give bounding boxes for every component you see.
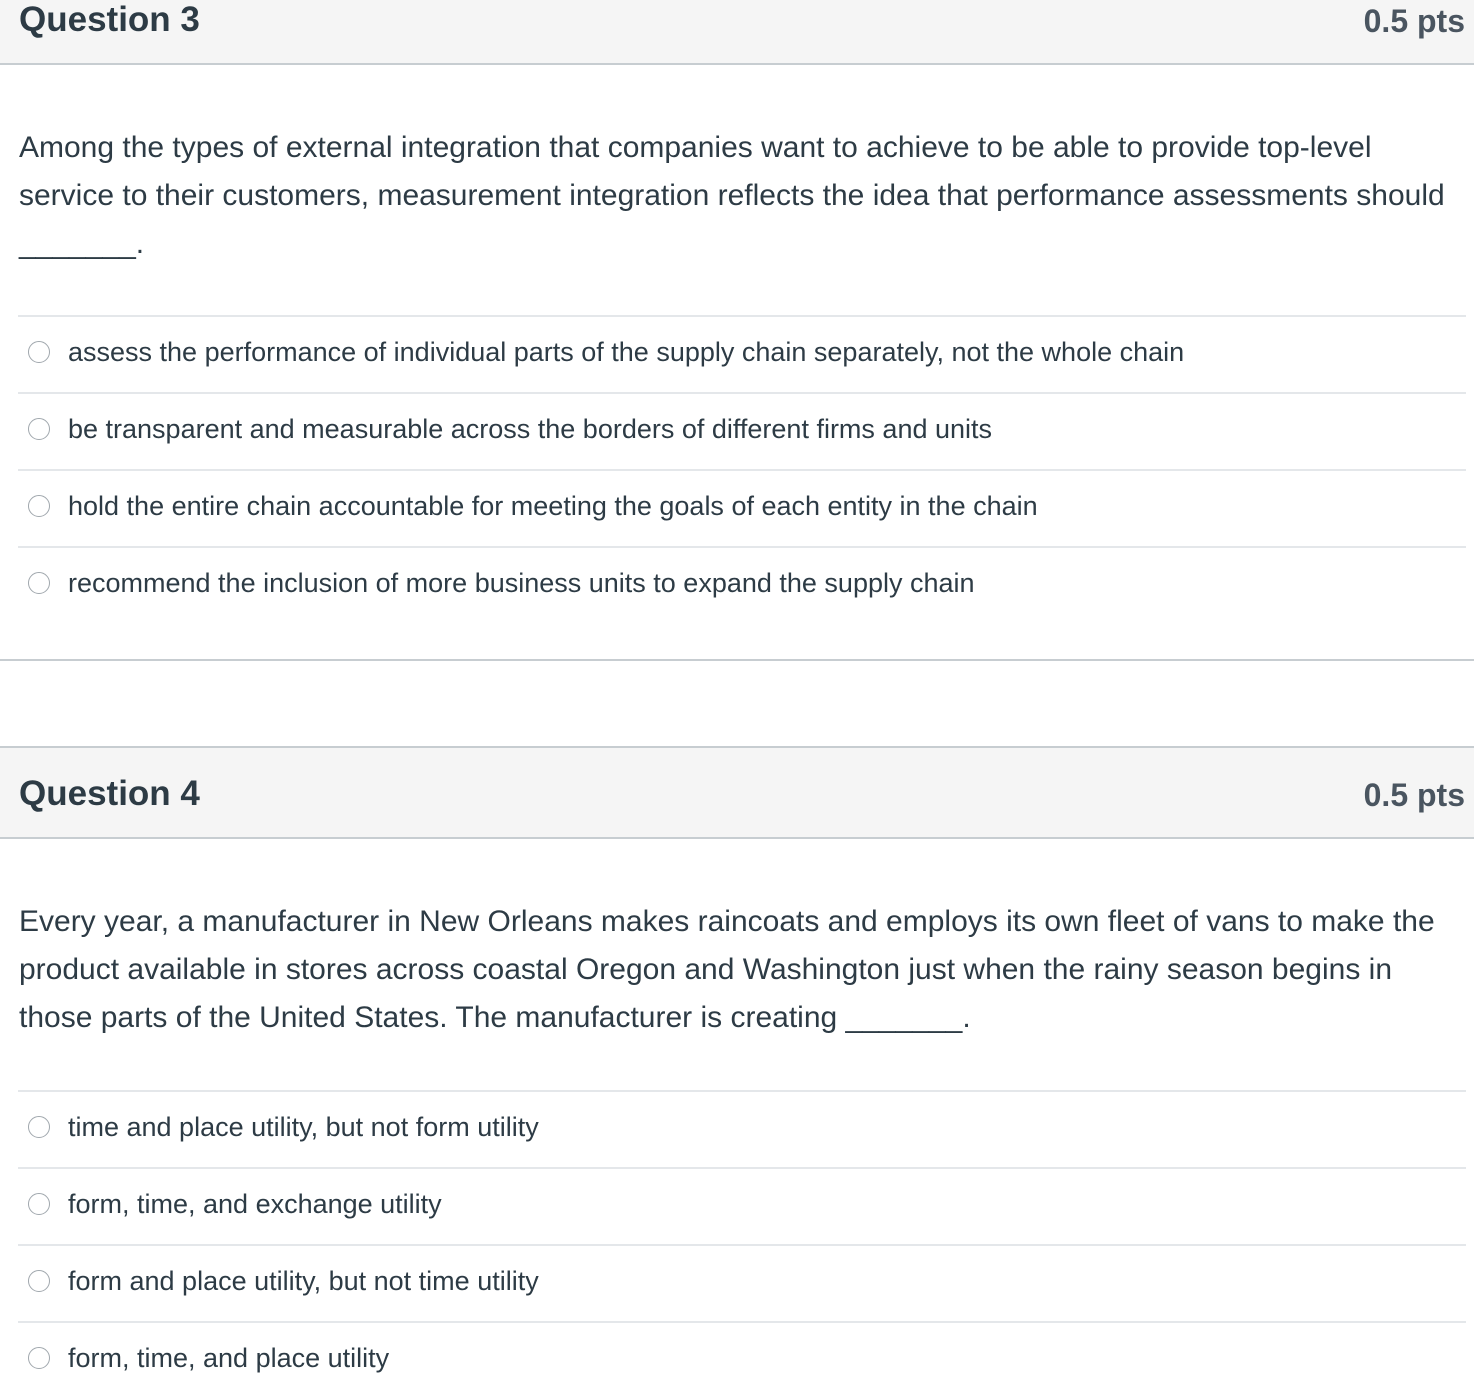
question-title: Question 4 [19, 774, 200, 813]
question-points: 0.5 pts [1363, 777, 1465, 813]
question-points: 0.5 pts [1363, 3, 1465, 39]
radio-button[interactable] [28, 495, 50, 517]
answer-option[interactable] [18, 1092, 1466, 1169]
answer-label[interactable]: form, time, and exchange utility [68, 1189, 442, 1219]
question-title: Question 3 [19, 0, 200, 39]
radio-button[interactable] [28, 1270, 50, 1292]
question-text: Every year, a manufacturer in New Orleans makes raincoats and employs its own fleet of vans to make the product available in stores across coastal Oregon and Washington just when the rainy season begins in those parts of the United States. The manufacturer is creating _______. [19, 905, 1435, 1034]
radio-button[interactable] [28, 1347, 50, 1369]
question-header [0, 748, 1474, 839]
answer-option[interactable] [18, 1246, 1466, 1323]
answer-label[interactable]: assess the performance of individual parts of the supply chain separately, not the whole chain [68, 337, 1185, 367]
radio-button[interactable] [28, 1116, 50, 1138]
answer-option[interactable] [18, 1323, 1466, 1398]
answer-label[interactable]: time and place utility, but not form utility [68, 1112, 539, 1142]
answer-label[interactable]: form and place utility, but not time utility [68, 1266, 539, 1296]
question-4 [0, 746, 1474, 1396]
radio-button[interactable] [28, 1193, 50, 1215]
answer-list [18, 315, 1466, 623]
answer-option[interactable] [18, 471, 1466, 548]
answer-option[interactable] [18, 394, 1466, 471]
answer-option[interactable] [18, 317, 1466, 394]
answer-option[interactable] [18, 548, 1466, 623]
question-text: Among the types of external integration that companies want to achieve to be able to provide top-level service to their customers, measurement integration reflects the idea that performance assessments should _______. [19, 131, 1445, 260]
question-3 [0, 0, 1474, 661]
radio-button[interactable] [28, 418, 50, 440]
answer-label[interactable]: recommend the inclusion of more business units to expand the supply chain [68, 568, 975, 598]
answer-label[interactable]: form, time, and place utility [68, 1343, 390, 1373]
radio-button[interactable] [28, 341, 50, 363]
answer-label[interactable]: be transparent and measurable across the borders of different firms and units [68, 414, 993, 444]
question-header [0, 0, 1474, 65]
answer-label[interactable]: hold the entire chain accountable for meeting the goals of each entity in the chain [68, 491, 1038, 521]
answer-list [18, 1090, 1466, 1398]
radio-button[interactable] [28, 572, 50, 594]
answer-option[interactable] [18, 1169, 1466, 1246]
